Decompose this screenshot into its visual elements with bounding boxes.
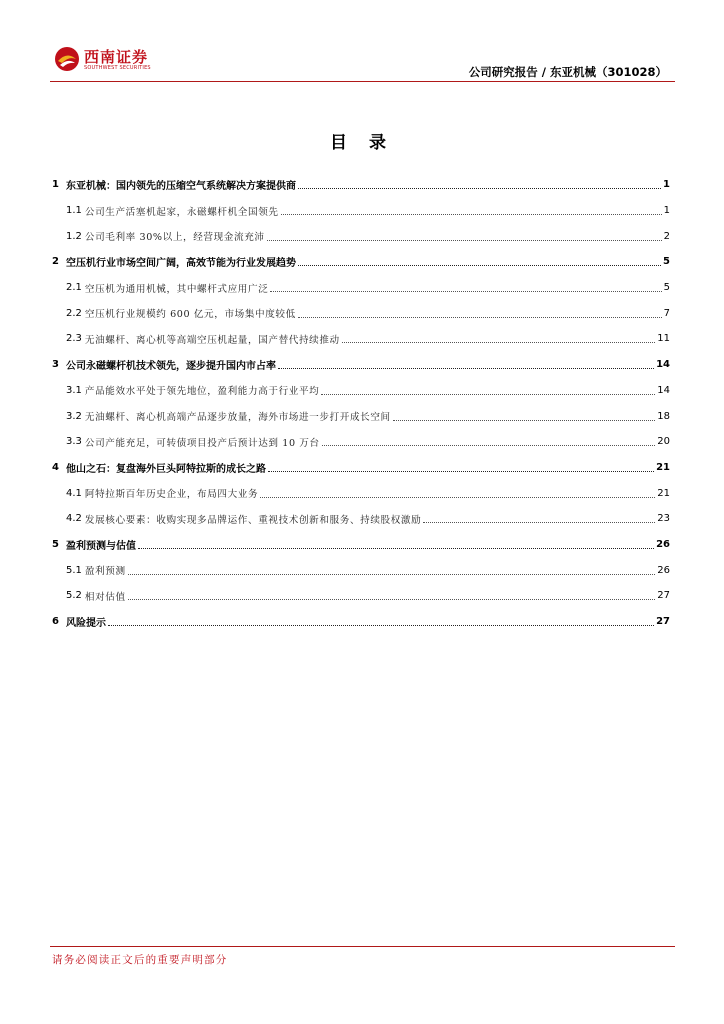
toc-entry-number: 1 bbox=[52, 179, 59, 191]
toc-entry-number: 2.3 bbox=[66, 333, 82, 345]
toc-entry-section[interactable] bbox=[52, 429, 670, 455]
logo-emblem-icon bbox=[54, 46, 80, 72]
toc-entry-title: 公司产能充足，可转债项目投产后预计达到 10 万台 bbox=[84, 437, 320, 449]
toc-entry-page-number: 27 bbox=[657, 590, 670, 602]
toc-entry-number: 2 bbox=[52, 256, 59, 268]
toc-entry-section[interactable] bbox=[52, 326, 670, 352]
toc-entry-chapter[interactable] bbox=[52, 532, 670, 558]
toc-entry-title: 无油螺杆、离心机高端产品逐步放量，海外市场进一步打开成长空间 bbox=[84, 412, 391, 424]
header-divider bbox=[50, 81, 675, 82]
toc-entry-section[interactable] bbox=[52, 480, 670, 506]
toc-entry-number: 4 bbox=[52, 461, 59, 473]
toc-entry-title: 盈利预测与估值 bbox=[65, 540, 136, 552]
toc-entry-page-number: 18 bbox=[657, 410, 670, 422]
toc-dot-leader bbox=[393, 420, 656, 421]
toc-entry-number: 1.2 bbox=[66, 230, 82, 242]
toc-entry-title: 他山之石：复盘海外巨头阿特拉斯的成长之路 bbox=[65, 463, 266, 475]
toc-entry-title: 公司生产活塞机起家，永磁螺杆机全国领先 bbox=[84, 206, 279, 218]
toc-entry-page-number: 21 bbox=[657, 487, 670, 499]
toc-entry-number: 2.1 bbox=[66, 282, 82, 294]
toc-dot-leader bbox=[108, 625, 654, 626]
toc-dot-leader bbox=[278, 368, 654, 369]
toc-entry-number: 5.1 bbox=[66, 564, 82, 576]
toc-dot-leader bbox=[267, 240, 662, 241]
toc-entry-page-number: 26 bbox=[657, 564, 670, 576]
toc-entry-number: 6 bbox=[52, 616, 59, 628]
toc-dot-leader bbox=[342, 342, 656, 343]
toc-entry-number: 4.1 bbox=[66, 487, 82, 499]
toc-entry-number: 5.2 bbox=[66, 590, 82, 602]
toc-entry-page-number: 1 bbox=[663, 179, 670, 191]
toc-entry-chapter[interactable] bbox=[52, 455, 670, 481]
toc-entry-page-number: 5 bbox=[663, 256, 670, 268]
toc-entry-page-number: 7 bbox=[663, 307, 670, 319]
toc-entry-chapter[interactable] bbox=[52, 249, 670, 275]
toc-dot-leader bbox=[268, 471, 654, 472]
toc-entry-section[interactable] bbox=[52, 557, 670, 583]
toc-entry-section[interactable] bbox=[52, 506, 670, 532]
toc-entry-title: 盈利预测 bbox=[84, 566, 126, 578]
toc-entry-title: 发展核心要素：收购实现多品牌运作、重视技术创新和服务、持续股权激励 bbox=[84, 514, 422, 526]
toc-entry-number: 4.2 bbox=[66, 513, 82, 525]
toc-entry-title: 阿特拉斯百年历史企业，布局四大业务 bbox=[84, 489, 259, 501]
toc-dot-leader bbox=[322, 445, 656, 446]
toc-entry-section[interactable] bbox=[52, 275, 670, 301]
toc-dot-leader bbox=[281, 214, 662, 215]
toc-dot-leader bbox=[128, 599, 656, 600]
footer-disclaimer: 请务必阅读正文后的重要声明部分 bbox=[52, 954, 228, 966]
toc-entry-number: 3.3 bbox=[66, 436, 82, 448]
toc-entry-page-number: 11 bbox=[657, 333, 670, 345]
toc-entry-number: 5 bbox=[52, 538, 59, 550]
toc-entry-section[interactable] bbox=[52, 403, 670, 429]
toc-entry-section[interactable] bbox=[52, 300, 670, 326]
page-header bbox=[50, 40, 675, 82]
toc-entry-title: 空压机行业规模约 600 亿元，市场集中度较低 bbox=[84, 309, 296, 321]
toc-entry-page-number: 23 bbox=[657, 513, 670, 525]
toc-entry-page-number: 14 bbox=[657, 384, 670, 396]
toc-entry-title: 空压机为通用机械，其中螺杆式应用广泛 bbox=[84, 283, 269, 295]
toc-entry-title: 公司永磁螺杆机技术领先，逐步提升国内市占率 bbox=[65, 361, 276, 373]
toc-entry-title: 公司毛利率 30%以上，经营现金流充沛 bbox=[84, 232, 265, 244]
toc-entry-chapter[interactable] bbox=[52, 352, 670, 378]
toc-entry-page-number: 20 bbox=[657, 436, 670, 448]
toc-dot-leader bbox=[260, 497, 655, 498]
report-header-title: 公司研究报告 / 东亚机械（301028） bbox=[468, 65, 667, 79]
toc-entry-number: 3.1 bbox=[66, 384, 82, 396]
toc-entry-section[interactable] bbox=[52, 223, 670, 249]
logo-english-name: SOUTHWEST SECURITIES bbox=[84, 65, 151, 71]
toc-entry-page-number: 14 bbox=[656, 359, 670, 371]
toc-entry-number: 3.2 bbox=[66, 410, 82, 422]
toc-entry-number: 3 bbox=[52, 359, 59, 371]
toc-entry-title: 无油螺杆、离心机等高端空压机起量，国产替代持续推动 bbox=[84, 334, 340, 346]
toc-dot-leader bbox=[321, 394, 655, 395]
toc-dot-leader bbox=[423, 522, 655, 523]
toc-heading: 目 录 bbox=[330, 133, 394, 153]
toc-dot-leader bbox=[128, 574, 656, 575]
table-of-contents bbox=[52, 172, 670, 634]
toc-entry-page-number: 21 bbox=[656, 461, 670, 473]
toc-entry-section[interactable] bbox=[52, 583, 670, 609]
toc-entry-title: 相对估值 bbox=[84, 591, 126, 603]
toc-entry-section[interactable] bbox=[52, 378, 670, 404]
toc-dot-leader bbox=[138, 548, 654, 549]
toc-dot-leader bbox=[298, 188, 661, 189]
toc-entry-title: 空压机行业市场空间广阔，高效节能为行业发展趋势 bbox=[65, 258, 296, 270]
toc-entry-section[interactable] bbox=[52, 198, 670, 224]
toc-entry-page-number: 5 bbox=[663, 282, 670, 294]
toc-entry-page-number: 26 bbox=[656, 538, 670, 550]
toc-entry-title: 东亚机械：国内领先的压缩空气系统解决方案提供商 bbox=[65, 181, 296, 193]
toc-entry-title: 风险提示 bbox=[65, 618, 106, 630]
toc-dot-leader bbox=[298, 265, 661, 266]
toc-dot-leader bbox=[270, 291, 661, 292]
toc-entry-page-number: 2 bbox=[663, 230, 670, 242]
toc-entry-page-number: 1 bbox=[663, 205, 670, 217]
toc-entry-chapter[interactable] bbox=[52, 172, 670, 198]
toc-entry-number: 1.1 bbox=[66, 205, 82, 217]
toc-entry-number: 2.2 bbox=[66, 307, 82, 319]
toc-entry-page-number: 27 bbox=[656, 616, 670, 628]
footer-divider bbox=[50, 946, 675, 947]
toc-entry-chapter[interactable] bbox=[52, 609, 670, 635]
toc-entry-title: 产品能效水平处于领先地位，盈利能力高于行业平均 bbox=[84, 386, 320, 398]
logo-chinese-name: 西南证券 bbox=[84, 48, 149, 66]
toc-dot-leader bbox=[298, 317, 662, 318]
company-logo bbox=[54, 44, 174, 74]
